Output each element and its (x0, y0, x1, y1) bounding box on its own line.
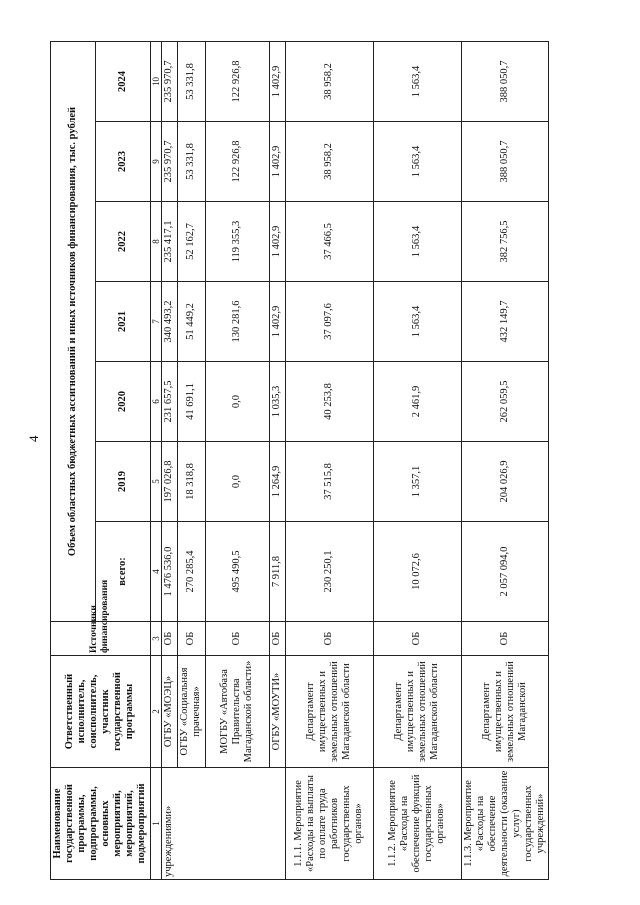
row-value: 2 057 094,0 (461, 522, 548, 622)
row-source: ОБ (285, 622, 373, 656)
index-cell: 3 (150, 622, 161, 656)
row-source: ОБ (177, 622, 205, 656)
row-executor: Департамент имущественных и земельных отношений Магаданской (461, 656, 548, 768)
header-source: Источники финансирования (51, 622, 151, 656)
row-executor: Департамент имущественных и земельных отношений Магаданской области (285, 656, 373, 768)
row-value: 122 926,8 (205, 41, 269, 121)
index-cell: 9 (150, 122, 161, 202)
row-value: 197 026,8 (161, 442, 177, 522)
header-total: всего: (96, 522, 151, 622)
row-source: ОБ (461, 622, 548, 656)
header-2023: 2023 (96, 122, 151, 202)
index-cell: 1 (150, 768, 161, 880)
table-row (373, 41, 461, 879)
row-value: 235 970,7 (161, 41, 177, 121)
table-row (161, 41, 177, 879)
header-name: Наименование государственной программы, подпрограммы, основных мероприятий, мероприятий, подмероприятий (51, 768, 151, 880)
row-value: 41 691,1 (177, 362, 205, 442)
budget-table (50, 41, 549, 880)
row-value: 1 402,9 (269, 202, 285, 282)
row-executor: ОГБУ «МОЭЦ» (161, 656, 177, 768)
header-group: Объем областных бюджетных ассигнований и иных источников финансирования, тыс. рублей (51, 41, 96, 621)
row-value: 122 926,8 (205, 122, 269, 202)
table-row (461, 41, 548, 879)
row-executor: Департамент имущественных и земельных отношений Магаданской области (373, 656, 461, 768)
header-2024: 2024 (96, 41, 151, 121)
row-value: 432 149,7 (461, 282, 548, 362)
row-value: 1 402,9 (269, 282, 285, 362)
row-value: 40 253,8 (285, 362, 373, 442)
row-value: 235 417,1 (161, 202, 177, 282)
row-value: 262 059,5 (461, 362, 548, 442)
rotated-table-page (26, 42, 570, 880)
row-value: 38 958,2 (285, 122, 373, 202)
row-value: 1 563,4 (373, 202, 461, 282)
header-2021: 2021 (96, 282, 151, 362)
row-value: 340 493,2 (161, 282, 177, 362)
row-executor: ОГБУ «МОУТИ» (269, 656, 285, 768)
table-row (269, 41, 285, 879)
row-value: 270 285,4 (177, 522, 205, 622)
row-value: 37 097,6 (285, 282, 373, 362)
row-value: 1 563,4 (373, 122, 461, 202)
row-name: 1.1.2. Мероприятие «Расходы на обеспечение функций государственных органов» (373, 768, 461, 880)
row-value: 1 357,1 (373, 442, 461, 522)
index-cell: 10 (150, 41, 161, 121)
row-source: ОБ (161, 622, 177, 656)
row-value: 495 490,5 (205, 522, 269, 622)
row-value: 37 466,5 (285, 202, 373, 282)
row-value: 1 402,9 (269, 122, 285, 202)
header-2020: 2020 (96, 362, 151, 442)
row-value: 1 563,4 (373, 282, 461, 362)
row-value: 7 911,8 (269, 522, 285, 622)
row-name: учреждениями» (161, 768, 285, 880)
header-2022: 2022 (96, 202, 151, 282)
page-number: 4 (26, 435, 41, 442)
index-cell: 2 (150, 656, 161, 768)
row-value: 37 515,8 (285, 442, 373, 522)
index-cell: 6 (150, 362, 161, 442)
row-name: 1.1.1. Мероприятие «Расходы на выплаты по оплате труда работников государственных органов» (285, 768, 373, 880)
row-value: 18 318,8 (177, 442, 205, 522)
row-value: 1 264,9 (269, 442, 285, 522)
row-value: 0,0 (205, 442, 269, 522)
row-value: 53 331,8 (177, 122, 205, 202)
row-value: 388 050,7 (461, 41, 548, 121)
table-row (177, 41, 205, 879)
row-value: 51 449,2 (177, 282, 205, 362)
row-value: 1 402,9 (269, 41, 285, 121)
row-value: 204 026,9 (461, 442, 548, 522)
index-row (150, 41, 161, 879)
row-name: 1.1.3. Мероприятие «Расходы на обеспечение деятельности (оказание услуг) государственных учреждений» (461, 768, 548, 880)
row-value: 2 461,9 (373, 362, 461, 442)
row-executor: ОГБУ «Социальная прачечная» (177, 656, 205, 768)
row-value: 231 657,5 (161, 362, 177, 442)
row-value: 1 476 536,0 (161, 522, 177, 622)
index-cell: 5 (150, 442, 161, 522)
row-value: 0,0 (205, 362, 269, 442)
row-value: 230 250,1 (285, 522, 373, 622)
row-value: 382 756,5 (461, 202, 548, 282)
row-value: 235 970,7 (161, 122, 177, 202)
row-source: ОБ (373, 622, 461, 656)
row-value: 52 162,7 (177, 202, 205, 282)
index-cell: 7 (150, 282, 161, 362)
row-value: 388 050,7 (461, 122, 548, 202)
row-executor: МОГБУ «Автобаза Правительства Магаданской области» (205, 656, 269, 768)
row-source: ОБ (269, 622, 285, 656)
row-value: 1 563,4 (373, 41, 461, 121)
row-source: ОБ (205, 622, 269, 656)
row-value: 10 072,6 (373, 522, 461, 622)
header-executor: Ответственный исполнитель, соисполнитель, участник государственной программы (51, 656, 151, 768)
row-value: 1 035,3 (269, 362, 285, 442)
header-2019: 2019 (96, 442, 151, 522)
table-row (205, 41, 269, 879)
row-value: 119 355,3 (205, 202, 269, 282)
table-row (285, 41, 373, 879)
index-cell: 4 (150, 522, 161, 622)
row-value: 53 331,8 (177, 41, 205, 121)
row-value: 130 281,6 (205, 282, 269, 362)
row-value: 38 958,2 (285, 41, 373, 121)
index-cell: 8 (150, 202, 161, 282)
